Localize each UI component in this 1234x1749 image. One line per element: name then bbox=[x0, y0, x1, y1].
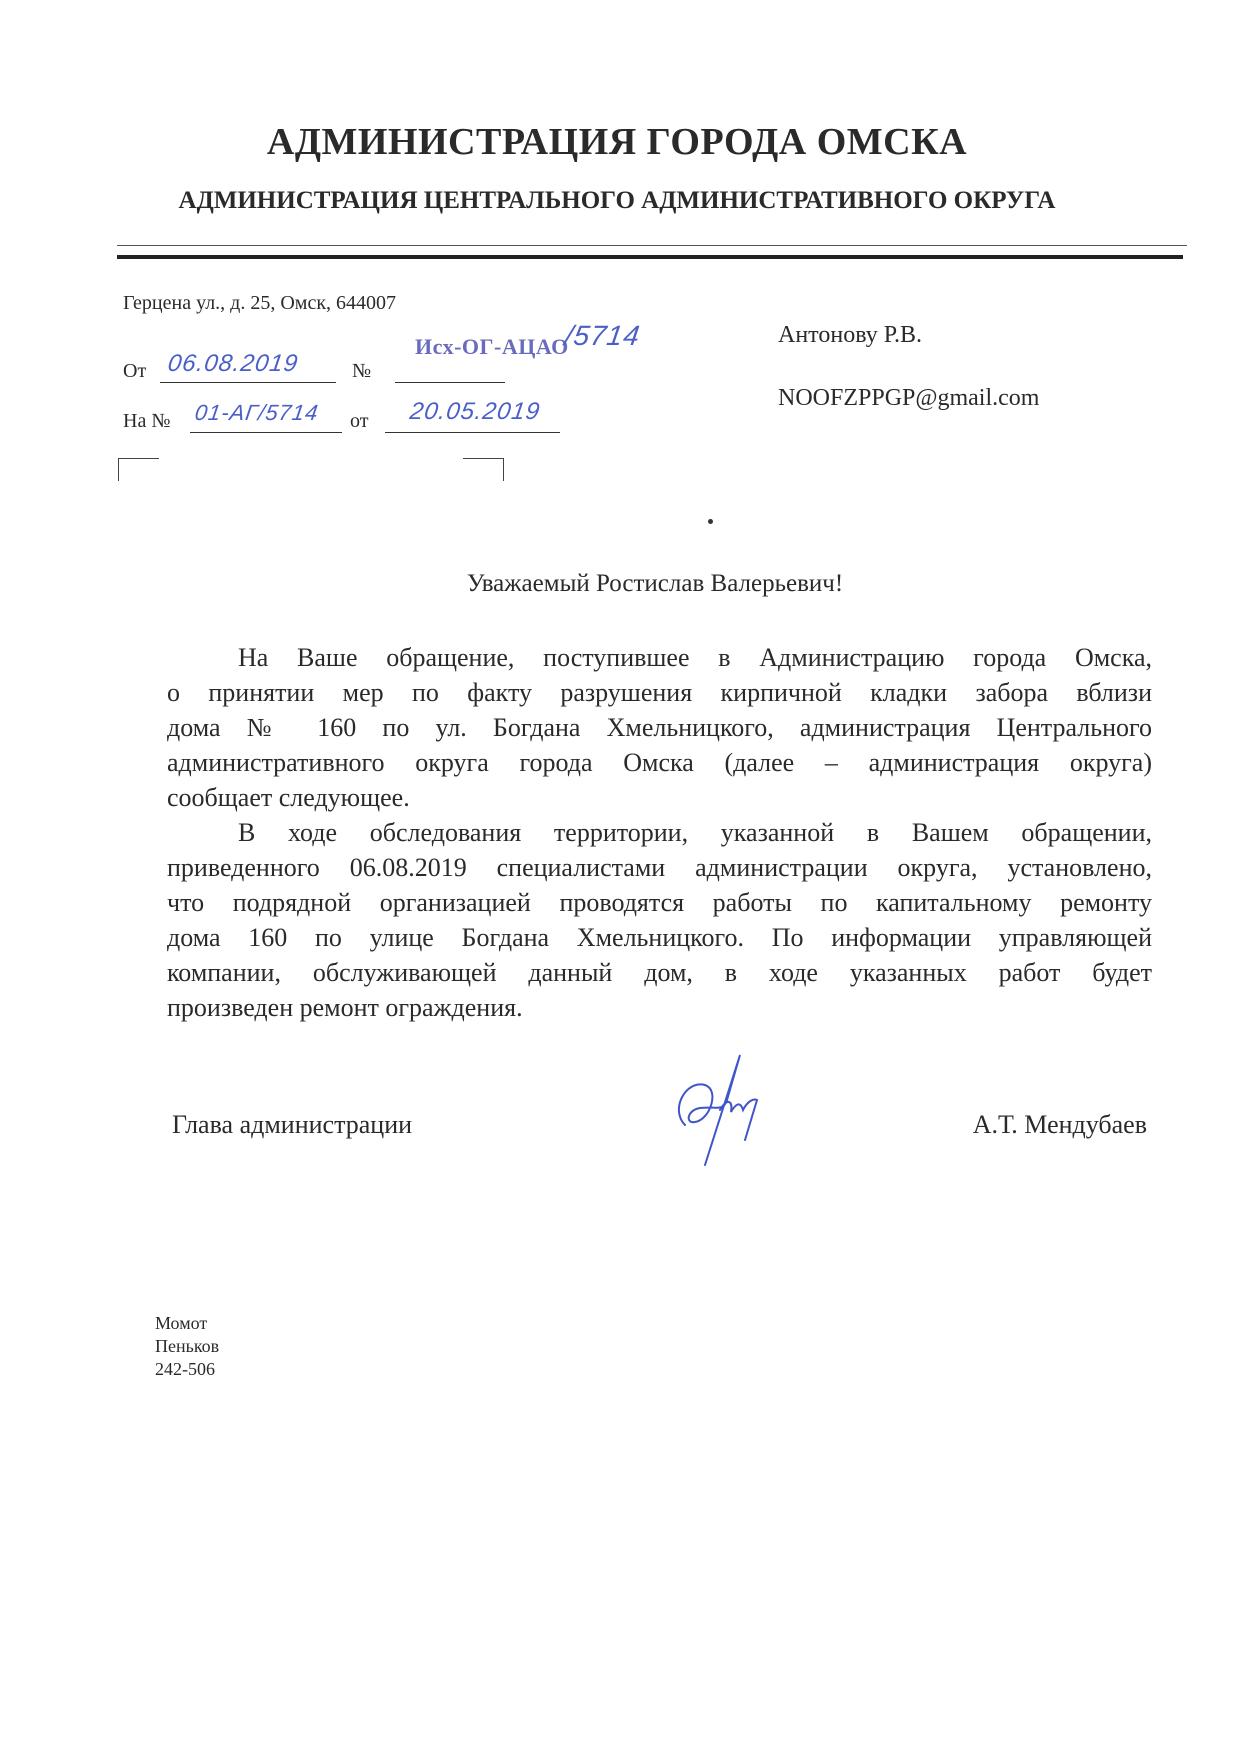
body-line: В ходе обследования территории, указанной в Вашем обращении, bbox=[238, 818, 1152, 847]
body-line: произведен ремонт ограждения. bbox=[167, 993, 523, 1022]
signatory-name: А.Т. Мендубаев bbox=[972, 1110, 1147, 1139]
body-line: что подрядной организацией проводятся работы по капитальному ремонту bbox=[167, 888, 1152, 917]
reference-label: На № bbox=[123, 410, 171, 432]
sender-address: Герцена ул., д. 25, Омск, 644007 bbox=[123, 292, 397, 314]
reference-date-handwritten: 20.05.2019 bbox=[408, 398, 543, 425]
organization-title: АДМИНИСТРАЦИЯ ГОРОДА ОМСКА bbox=[266, 121, 968, 163]
registration-box-corner-right bbox=[463, 458, 504, 481]
header-divider-thin bbox=[117, 245, 1187, 246]
reference-number-handwritten: 01-АГ/5714 bbox=[193, 400, 321, 425]
signature-stroke bbox=[679, 1055, 757, 1165]
outgoing-number-handwritten: /5714 bbox=[562, 320, 643, 351]
from-date-handwritten: 06.08.2019 bbox=[166, 350, 301, 377]
reference-number-underline bbox=[190, 432, 342, 433]
scan-dot bbox=[708, 519, 713, 524]
body-line: приведенного 06.08.2019 специалистами администрации округа, установлено, bbox=[167, 853, 1152, 882]
from-label: От bbox=[123, 360, 147, 382]
reference-date-underline bbox=[385, 432, 560, 433]
executor-name-1: Момот bbox=[155, 1313, 208, 1333]
outgoing-stamp: Исх-ОГ-АЦАО bbox=[415, 334, 569, 359]
executor-name-2: Пеньков bbox=[155, 1336, 220, 1356]
letter-body bbox=[167, 640, 1152, 1025]
recipient-email: NOOFZPPGP@gmail.com bbox=[778, 385, 1040, 411]
registration-box-corner-left bbox=[118, 458, 159, 481]
body-line: административного округа города Омска (далее – администрация округа) bbox=[167, 748, 1152, 777]
reference-date-label: от bbox=[350, 410, 369, 432]
body-line: о принятии мер по факту разрушения кирпичной кладки забора вблизи bbox=[167, 678, 1152, 707]
body-line: сообщает следующее. bbox=[167, 783, 410, 812]
recipient-name: Антонову Р.В. bbox=[778, 322, 923, 348]
body-line: компании, обслуживающей данный дом, в ходе указанных работ будет bbox=[167, 958, 1152, 987]
number-label: № bbox=[352, 360, 372, 382]
body-line: На Ваше обращение, поступившее в Администрацию города Омска, bbox=[238, 643, 1152, 672]
header-divider-thick bbox=[117, 255, 1183, 259]
greeting: Уважаемый Ростислав Валерьевич! bbox=[466, 570, 844, 597]
handwritten-signature bbox=[665, 1050, 775, 1170]
department-subtitle: АДМИНИСТРАЦИЯ ЦЕНТРАЛЬНОГО АДМИНИСТРАТИВНОГО ОКРУГА bbox=[178, 187, 1056, 214]
body-line: дома 160 по улице Богдана Хмельницкого. По информации управляющей bbox=[167, 923, 1152, 952]
number-underline bbox=[395, 382, 505, 383]
body-line: дома № 160 по ул. Богдана Хмельницкого, администрация Центрального bbox=[167, 713, 1152, 742]
executor-phone: 242-506 bbox=[155, 1359, 215, 1379]
signatory-position: Глава администрации bbox=[172, 1110, 413, 1139]
from-date-underline bbox=[160, 382, 336, 383]
